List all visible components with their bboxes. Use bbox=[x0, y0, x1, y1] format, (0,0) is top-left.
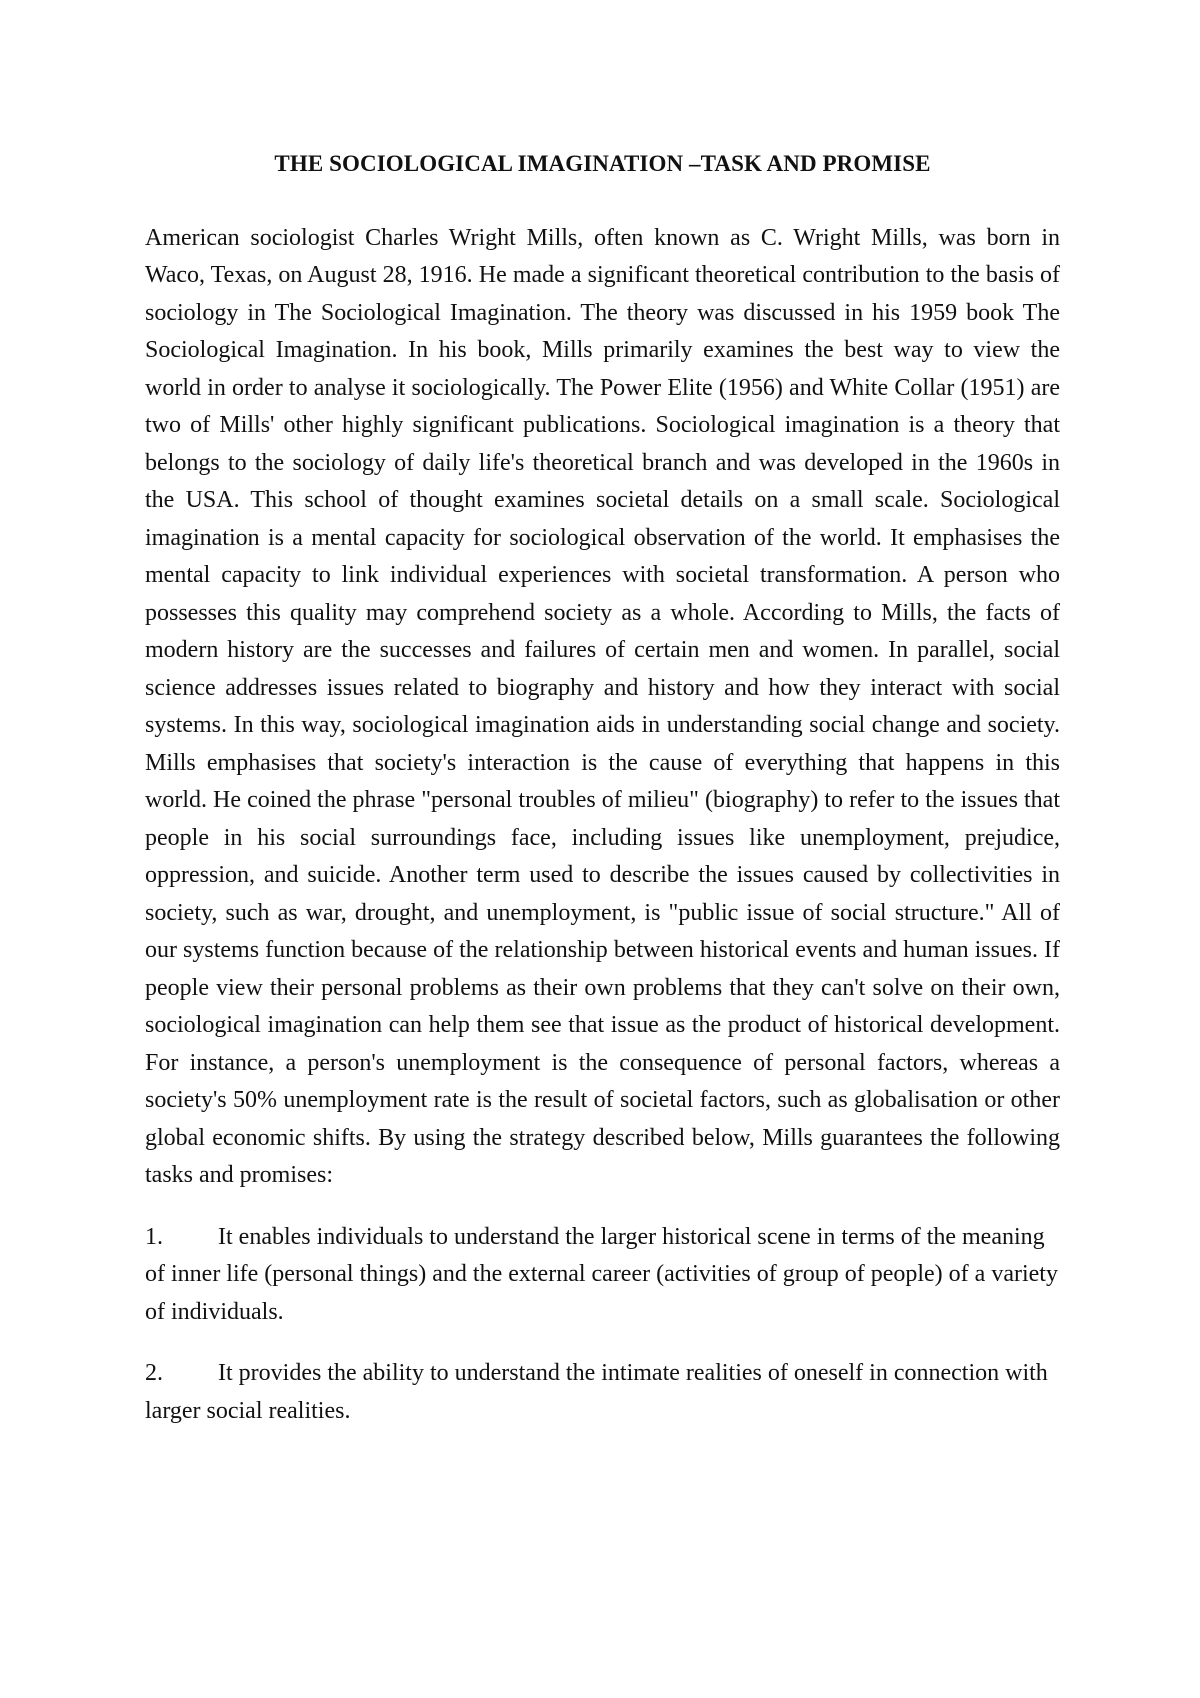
list-item bbox=[145, 1219, 1060, 1332]
list-item-number: 1. bbox=[145, 1223, 163, 1250]
list-item-text: It provides the ability to understand the intimate realities of oneself in connection with larger social realities. bbox=[145, 1360, 1048, 1424]
list-item-number: 2. bbox=[145, 1360, 163, 1386]
body-paragraph: American sociologist Charles Wright Mills, often known as C. Wright Mills, was born in Waco, Texas, on August 28, 1916. He made a significant theoretical contribution to the basis of sociology in The Sociological Imagination. The theory was discussed in his 1959 book The Sociological Imagination. In his book, Mills primarily examines the best way to view the world in order to analyse it sociologically. The Power Elite (1956) and White Collar (1951) are two of Mills' other highly significant publications. Sociological imagination is a theory that belongs to the sociology of daily life's theoretical branch and was developed in the 1960s in the USA. This school of thought examines societal details on a small scale. Sociological imagination is a mental capacity for sociological observation of the world. It emphasises the mental capacity to link individual experiences with societal transformation. A person who possesses this quality may comprehend society as a whole. According to Mills, the facts of modern history are the successes and failures of certain men and women. In parallel, social science addresses issues related to biography and history and how they interact with social systems. In this way, sociological imagination aids in understanding social change and society. Mills emphasises that society's interaction is the cause of everything that happens in this world. He coined the phrase "personal troubles of milieu" (biography) to refer to the issues that people in his social surroundings face, including issues like unemployment, prejudice, oppression, and suicide. Another term used to describe the issues caused by collectivities in society, such as war, drought, and unemployment, is "public issue of social structure." All of our systems function because of the relationship between historical events and human issues. If people view their personal problems as their own problems that they can't solve on their own, sociological imagination can help them see that issue as the product of historical development. For instance, a person's unemployment is the consequence of personal factors, whereas a society's 50% unemployment rate is the result of societal factors, such as globalisation or other global economic shifts. By using the strategy described below, Mills guarantees the following tasks and promises: bbox=[145, 224, 1060, 1188]
document-page bbox=[145, 145, 1060, 1454]
list-item bbox=[145, 1355, 1060, 1430]
numbered-list bbox=[145, 1219, 1060, 1431]
document-title: THE SOCIOLOGICAL IMAGINATION –TASK AND PROMISE bbox=[274, 151, 931, 176]
list-item-text: It enables individuals to understand the larger historical scene in terms of the meaning of inner life (personal things) and the external career (activities of group of people) of a variety of individuals. bbox=[145, 1223, 1058, 1325]
